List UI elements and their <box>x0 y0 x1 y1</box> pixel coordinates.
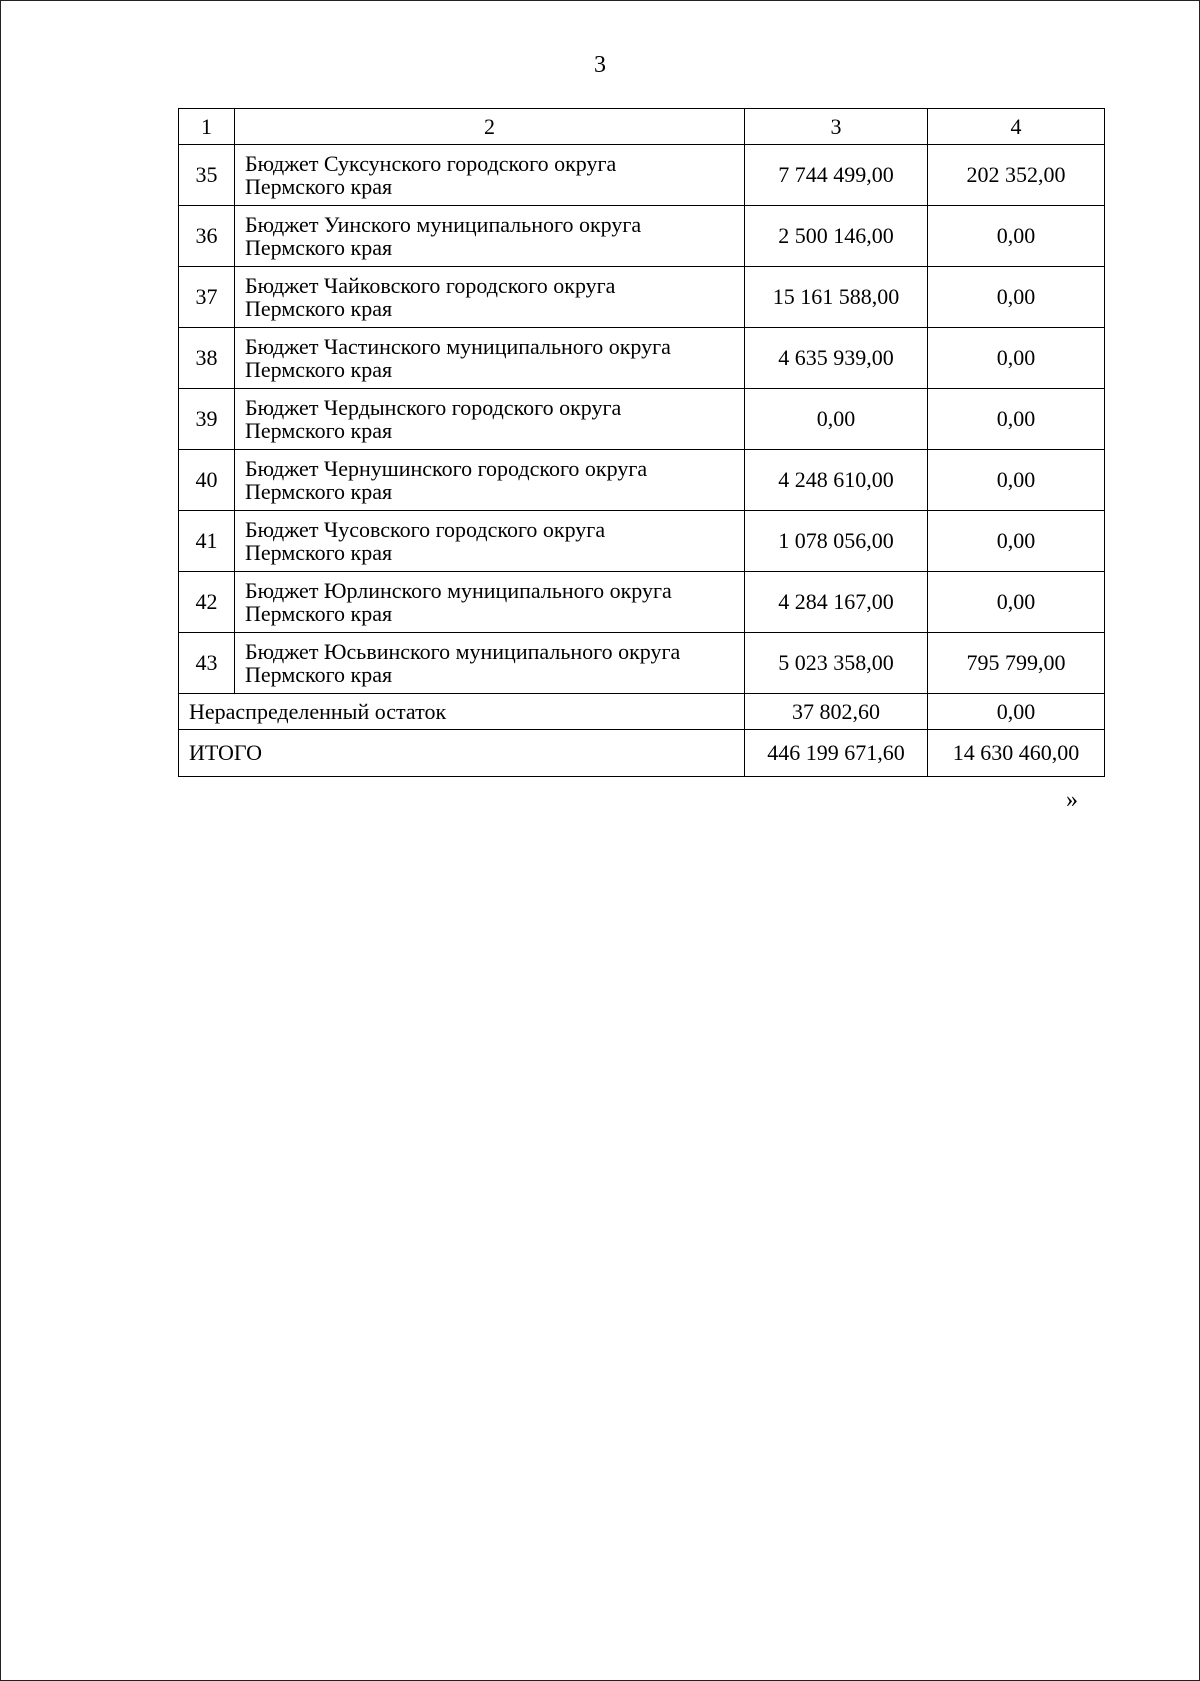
page-number: 3 <box>594 52 606 78</box>
row-number: 39 <box>179 389 235 450</box>
unallocated-column4: 0,00 <box>928 694 1105 730</box>
table-row <box>179 328 1105 389</box>
header-cell: 4 <box>928 109 1105 145</box>
closing-quote: » <box>1066 787 1078 813</box>
budget-name-line1: Бюджет Чернушинского городского округа <box>245 456 648 481</box>
column3-value: 4 284 167,00 <box>745 572 928 633</box>
budget-name <box>235 450 745 511</box>
header-cell: 2 <box>235 109 745 145</box>
row-number: 43 <box>179 633 235 694</box>
budget-table <box>178 108 1105 777</box>
row-number: 40 <box>179 450 235 511</box>
budget-name <box>235 267 745 328</box>
budget-name-line2: Пермского края <box>245 235 393 260</box>
column3-value: 2 500 146,00 <box>745 206 928 267</box>
table-row <box>179 267 1105 328</box>
budget-name <box>235 206 745 267</box>
budget-name-line1: Бюджет Уинского муниципального округа <box>245 212 642 237</box>
table-row <box>179 572 1105 633</box>
column4-value: 0,00 <box>928 450 1105 511</box>
column3-value: 15 161 588,00 <box>745 267 928 328</box>
column3-value: 4 635 939,00 <box>745 328 928 389</box>
budget-name <box>235 511 745 572</box>
budget-name-line1: Бюджет Чердынского городского округа <box>245 395 622 420</box>
budget-name <box>235 572 745 633</box>
budget-name-line1: Бюджет Юсьвинского муниципального округа <box>245 639 681 664</box>
budget-name-line2: Пермского края <box>245 540 393 565</box>
column3-value: 0,00 <box>745 389 928 450</box>
budget-name <box>235 145 745 206</box>
header-cell: 1 <box>179 109 235 145</box>
header-cell: 3 <box>745 109 928 145</box>
table-row <box>179 389 1105 450</box>
total-column4: 14 630 460,00 <box>928 730 1105 777</box>
budget-name <box>235 633 745 694</box>
row-number: 42 <box>179 572 235 633</box>
unallocated-row <box>179 694 1105 730</box>
table-header-row <box>179 109 1105 145</box>
budget-name-line2: Пермского края <box>245 296 393 321</box>
budget-name-line1: Бюджет Суксунского городского округа <box>245 151 617 176</box>
budget-name-line1: Бюджет Частинского муниципального округа <box>245 334 671 359</box>
column3-value: 4 248 610,00 <box>745 450 928 511</box>
budget-name-line2: Пермского края <box>245 357 393 382</box>
column4-value: 202 352,00 <box>928 145 1105 206</box>
table-row <box>179 633 1105 694</box>
row-number: 36 <box>179 206 235 267</box>
table-row <box>179 145 1105 206</box>
budget-name <box>235 328 745 389</box>
total-column3: 446 199 671,60 <box>745 730 928 777</box>
budget-name-line2: Пермского края <box>245 174 393 199</box>
budget-name-line1: Бюджет Юрлинского муниципального округа <box>245 578 672 603</box>
budget-name-line2: Пермского края <box>245 418 393 443</box>
budget-name-line2: Пермского края <box>245 601 393 626</box>
budget-name <box>235 389 745 450</box>
budget-name-line2: Пермского края <box>245 479 393 504</box>
column4-value: 0,00 <box>928 389 1105 450</box>
column4-value: 0,00 <box>928 328 1105 389</box>
row-number: 37 <box>179 267 235 328</box>
column4-value: 795 799,00 <box>928 633 1105 694</box>
total-row <box>179 730 1105 777</box>
table-row <box>179 206 1105 267</box>
table-row <box>179 450 1105 511</box>
row-number: 35 <box>179 145 235 206</box>
table-row <box>179 511 1105 572</box>
column3-value: 5 023 358,00 <box>745 633 928 694</box>
column4-value: 0,00 <box>928 511 1105 572</box>
budget-name-line1: Бюджет Чусовского городского округа <box>245 517 606 542</box>
unallocated-label: Нераспределенный остаток <box>179 694 745 730</box>
column4-value: 0,00 <box>928 572 1105 633</box>
unallocated-column3: 37 802,60 <box>745 694 928 730</box>
budget-name-line1: Бюджет Чайковского городского округа <box>245 273 616 298</box>
column4-value: 0,00 <box>928 267 1105 328</box>
row-number: 41 <box>179 511 235 572</box>
budget-name-line2: Пермского края <box>245 662 393 687</box>
column4-value: 0,00 <box>928 206 1105 267</box>
row-number: 38 <box>179 328 235 389</box>
total-label: ИТОГО <box>179 730 745 777</box>
column3-value: 7 744 499,00 <box>745 145 928 206</box>
column3-value: 1 078 056,00 <box>745 511 928 572</box>
